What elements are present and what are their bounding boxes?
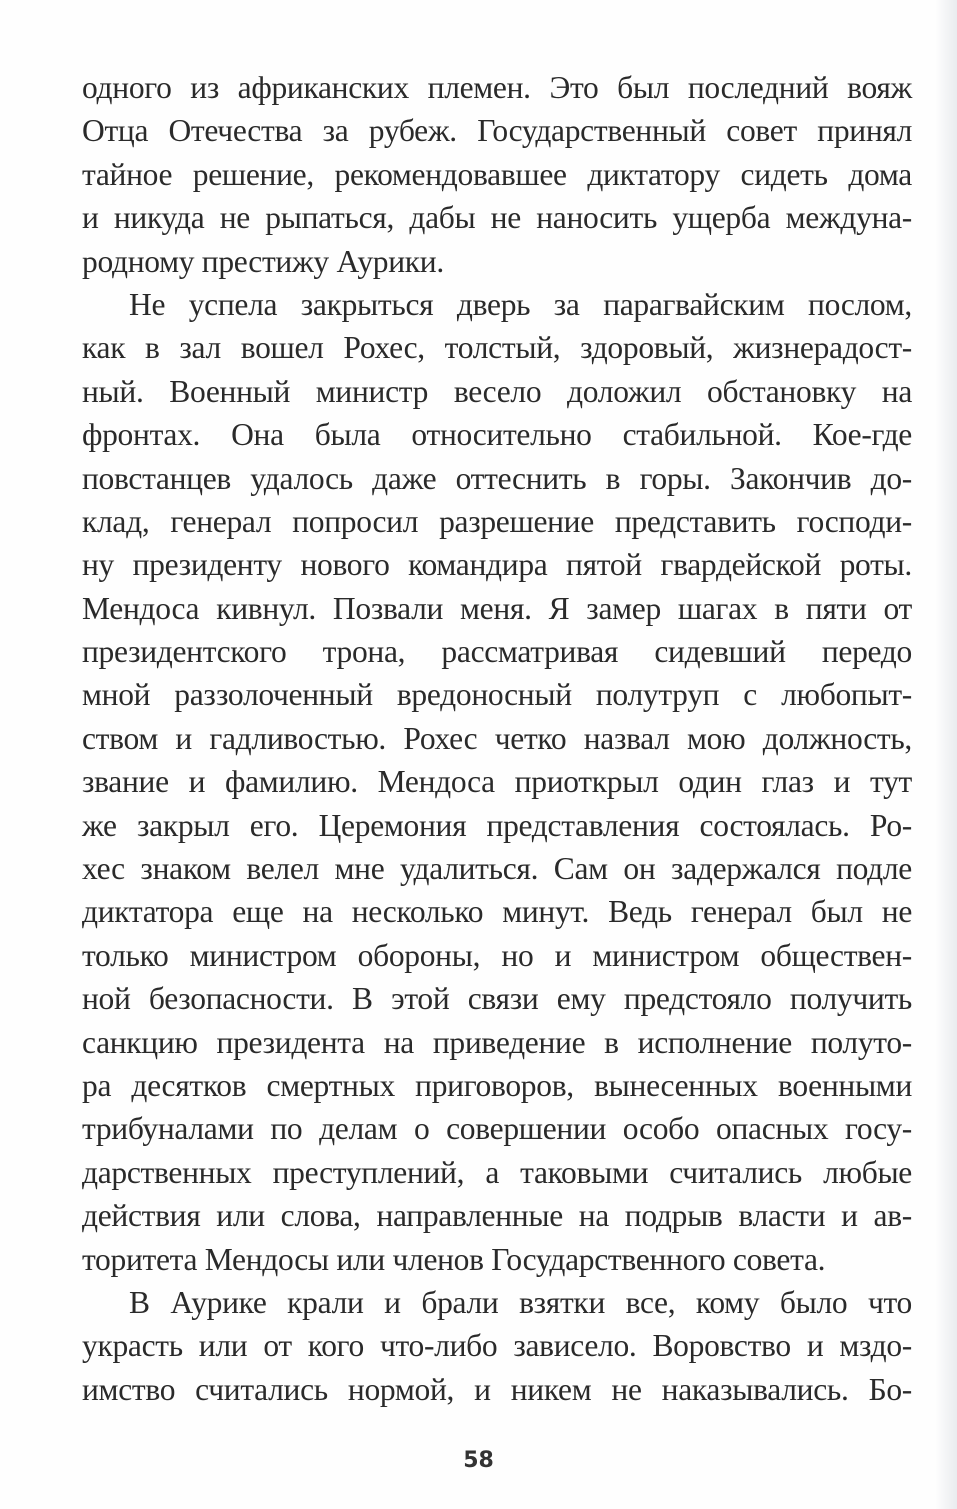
text-line: звание и фамилию. Мендоса приоткрыл один глаз и тут [82,764,912,800]
text-line: санкцию президента на приведение в исполнение полуто- [82,1024,912,1060]
text-line: фронтах. Она была относительно стабильной. Кое-где [82,417,912,453]
paragraph-3 [82,1281,912,1411]
text-line: Мендоса кивнул. Позвали меня. Я замер шагах в пяти от [82,590,912,626]
text-line: Отца Отечества за рубеж. Государственный совет принял [82,113,912,149]
text-line: действия или слова, направленные на подрыв власти и ав- [82,1198,912,1234]
text-line: диктатора еще на несколько минут. Ведь генерал был не [82,894,912,930]
text-line: ной безопасности. В этой связи ему предстояло получить [82,981,912,1017]
page-edge-shadow [935,0,957,1509]
text-line: украсть или от кого что-либо зависело. Воровство и мздо- [82,1328,912,1364]
text-line: дарственных преступлений, а таковыми считались любые [82,1154,912,1190]
text-line: клад, генерал попросил разрешение представить господи- [82,503,912,539]
text-line: Не успела закрыться дверь за парагвайским послом, [129,286,912,322]
text-line: президентского трона, рассматривая сидевший передо [82,634,912,670]
text-line: ну президенту нового командира пятой гвардейской роты. [82,547,912,583]
text-line: как в зал вошел Рохес, толстый, здоровый, жизнерадост- [82,330,912,366]
text-line: одного из африканских племен. Это был последний вояж [82,70,912,105]
page-number: 58 [463,1448,494,1473]
text-line: только министром обороны, но и министром обществен- [82,937,912,973]
text-line: ством и гадливостью. Рохес четко назвал мою должность, [82,720,912,756]
text-line: хес знаком велел мне удалиться. Сам он задержался подле [82,851,912,887]
text-line: же закрыл его. Церемония представления состоялась. Ро- [82,807,912,843]
text-line: родному престижу Аурики. [82,243,444,279]
text-line: мной раззолоченный вредоносный полутруп с любопыт- [82,677,912,713]
body-text [82,66,912,1411]
text-line: В Аурике крали и брали взятки все, кому было что [129,1284,912,1320]
paragraph-1 [82,66,912,283]
text-line: и никуда не рыпаться, дабы не наносить ущерба междуна- [82,200,912,236]
text-line: торитета Мендосы или членов Государственного совета. [82,1241,826,1277]
text-line: ра десятков смертных приговоров, вынесенных военными [82,1067,912,1103]
text-line: имство считались нормой, и никем не наказывались. Бо- [82,1371,912,1407]
text-line: ный. Военный министр весело доложил обстановку на [82,373,912,409]
text-line: тайное решение, рекомендовавшее диктатору сидеть дома [82,156,912,192]
paragraph-2 [82,283,912,1281]
text-line: повстанцев удалось даже оттеснить в горы. Закончив до- [82,460,912,496]
text-line: трибуналами по делам о совершении особо опасных госу- [82,1111,912,1147]
